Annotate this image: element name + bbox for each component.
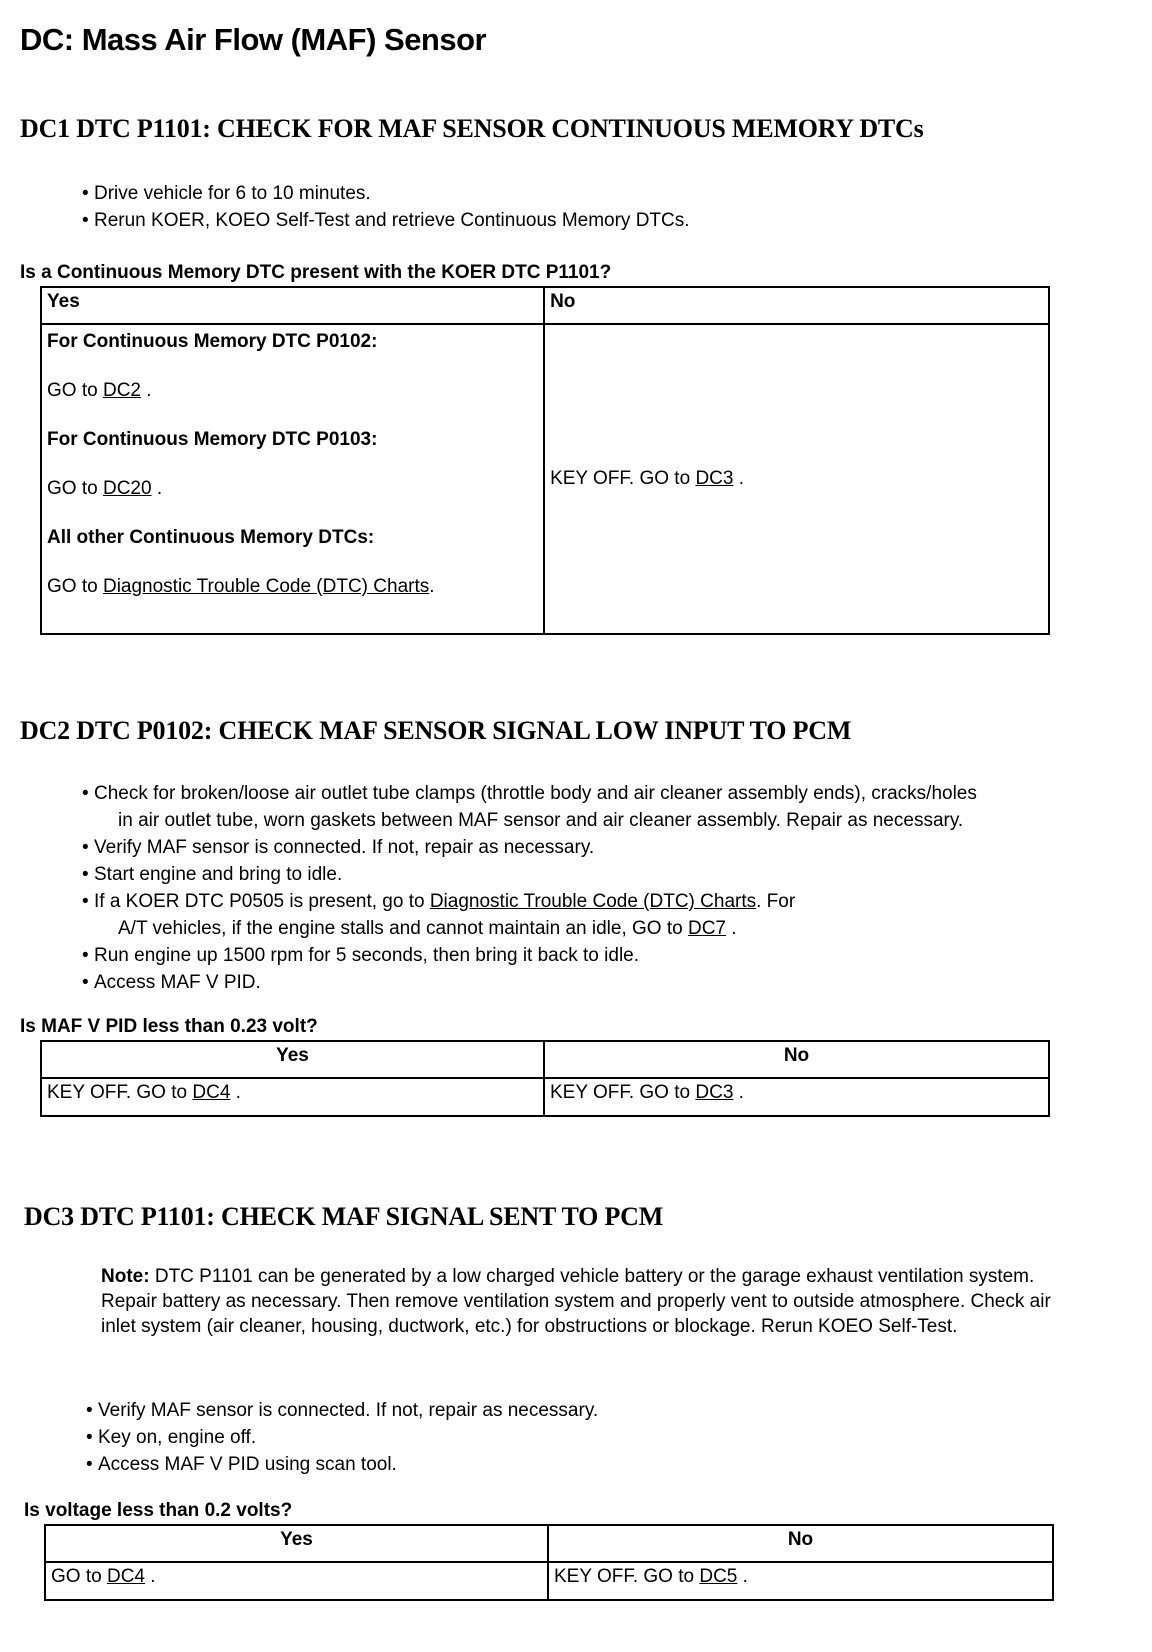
- period: .: [150, 1566, 156, 1587]
- dc2-yes-cell: [41, 1078, 544, 1116]
- other-dtcs-label: All other Continuous Memory DTCs:: [47, 527, 375, 548]
- dc20-link[interactable]: DC20: [102, 478, 152, 499]
- dc3-question: Is voltage less than 0.2 volts?: [24, 1500, 293, 1521]
- dc4-link[interactable]: DC4: [106, 1566, 145, 1587]
- step-text: . For: [756, 891, 796, 912]
- dc4-link[interactable]: DC4: [192, 1082, 231, 1103]
- period: .: [731, 918, 737, 939]
- yes-column-header: Yes: [41, 1041, 544, 1078]
- dc3-yes-cell: [45, 1562, 548, 1600]
- list-item: • Verify MAF sensor is connected. If not, repair as necessary.: [86, 1397, 598, 1424]
- key-off-text: KEY OFF. GO to: [553, 1566, 695, 1587]
- dtc-p0103-label: For Continuous Memory DTC P0103:: [47, 429, 378, 450]
- note-label: Note:: [101, 1266, 150, 1287]
- page-title: DC: Mass Air Flow (MAF) Sensor: [20, 22, 487, 57]
- no-column-header: No: [544, 1041, 1049, 1078]
- dc2-result-table: [40, 1040, 1050, 1117]
- dc1-question: Is a Continuous Memory DTC present with the KOER DTC P1101?: [20, 262, 612, 283]
- period: .: [235, 1082, 241, 1103]
- list-item: • Run engine up 1500 rpm for 5 seconds, then bring it back to idle.: [82, 942, 1142, 969]
- dc5-link[interactable]: DC5: [699, 1566, 738, 1587]
- list-item: • Access MAF V PID using scan tool.: [86, 1451, 598, 1478]
- dc2-question: Is MAF V PID less than 0.23 volt?: [20, 1016, 318, 1037]
- dtc-p0102-label: For Continuous Memory DTC P0102:: [47, 331, 378, 352]
- no-column-header: No: [544, 287, 1049, 324]
- key-off-text: KEY OFF. GO to: [47, 1082, 188, 1103]
- dc2-link[interactable]: DC2: [102, 380, 141, 401]
- yes-column-header: Yes: [45, 1525, 548, 1562]
- step-text: in air outlet tube, worn gaskets between MAF sensor and air cleaner assembly. Repair as necessary.: [118, 810, 964, 831]
- period: .: [742, 1566, 748, 1587]
- dc3-link[interactable]: DC3: [695, 1082, 734, 1103]
- list-item: • Rerun KOER, KOEO Self-Test and retrieve Continuous Memory DTCs.: [82, 207, 690, 234]
- list-item: • Access MAF V PID.: [82, 969, 1142, 996]
- dc2-no-cell: [544, 1078, 1049, 1116]
- period: .: [738, 468, 745, 489]
- key-off-text: KEY OFF. GO to: [550, 1082, 691, 1103]
- go-to-text: GO to: [51, 1566, 102, 1587]
- dc1-yes-cell: [41, 324, 544, 634]
- no-column-header: No: [548, 1525, 1053, 1562]
- dc1-heading: DC1 DTC P1101: CHECK FOR MAF SENSOR CONTINUOUS MEMORY DTCs: [20, 114, 924, 143]
- step-text: A/T vehicles, if the engine stalls and cannot maintain an idle, GO to: [118, 918, 683, 939]
- list-item: • Verify MAF sensor is connected. If not, repair as necessary.: [82, 834, 1142, 861]
- step-text: Check for broken/loose air outlet tube clamps (throttle body and air cleaner assembly ends), cracks/holes: [94, 783, 977, 804]
- yes-column-header: Yes: [41, 287, 544, 324]
- note-text: DTC P1101 can be generated by a low charged vehicle battery or the garage exhaust ventilation system. Repair battery as necessary. Then remove ventilation system and properly vent to outside atmosphere. Check air inlet system (air cleaner, housing, ductwork, etc.) for obstructions or blockage. Rerun KOEO Self-Test.: [101, 1266, 1051, 1337]
- step-text: If a KOER DTC P0505 is present, go to: [94, 891, 425, 912]
- dc2-heading: DC2 DTC P0102: CHECK MAF SENSOR SIGNAL LOW INPUT TO PCM: [20, 716, 852, 745]
- go-to-text: GO to: [47, 478, 98, 499]
- dc1-step-list: [82, 180, 690, 234]
- go-to-text: GO to: [47, 576, 98, 597]
- list-item: • Key on, engine off.: [86, 1424, 598, 1451]
- dc3-link[interactable]: DC3: [695, 468, 734, 489]
- dc3-heading: DC3 DTC P1101: CHECK MAF SIGNAL SENT TO PCM: [24, 1202, 664, 1231]
- period: .: [738, 1082, 744, 1103]
- period: .: [429, 576, 435, 597]
- period: .: [146, 380, 152, 401]
- list-item: • Drive vehicle for 6 to 10 minutes.: [82, 180, 690, 207]
- go-to-text: GO to: [47, 380, 98, 401]
- dtc-charts-link[interactable]: Diagnostic Trouble Code (DTC) Charts: [429, 891, 757, 912]
- dc3-note: [101, 1264, 1081, 1339]
- period: .: [156, 478, 163, 499]
- dc3-step-list: [86, 1397, 598, 1478]
- list-item: [82, 888, 1142, 942]
- dtc-charts-link[interactable]: Diagnostic Trouble Code (DTC) Charts: [102, 576, 430, 597]
- dc1-no-cell: [544, 324, 1049, 634]
- dc1-result-table: [40, 286, 1050, 635]
- dc7-link[interactable]: DC7: [687, 918, 726, 939]
- dc2-step-list: [82, 780, 1142, 996]
- list-item: • Start engine and bring to idle.: [82, 861, 1142, 888]
- dc3-no-cell: [548, 1562, 1053, 1600]
- key-off-text: KEY OFF. GO to: [550, 468, 691, 489]
- dc3-result-table: [44, 1524, 1054, 1601]
- list-item: [82, 780, 1142, 834]
